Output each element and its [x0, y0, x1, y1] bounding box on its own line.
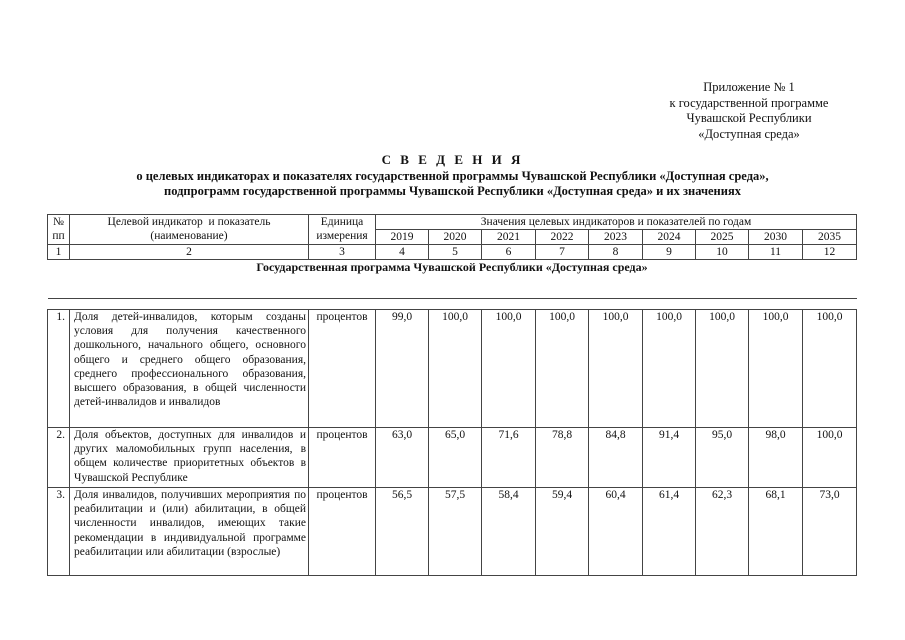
header-num-line-2: пп [52, 230, 65, 242]
row-value: 91,4 [643, 428, 696, 488]
column-number: 11 [749, 245, 803, 260]
row-value: 95,0 [696, 428, 749, 488]
header-year: 2021 [482, 230, 536, 245]
document-subtitle [0, 169, 905, 199]
column-number: 8 [589, 245, 643, 260]
column-number: 9 [643, 245, 696, 260]
column-number: 6 [482, 245, 536, 260]
row-value: 100,0 [643, 310, 696, 428]
header-year: 2020 [429, 230, 482, 245]
row-value: 60,4 [589, 488, 643, 576]
column-number: 12 [803, 245, 857, 260]
spacer-row [48, 299, 857, 310]
row-value: 58,4 [482, 488, 536, 576]
column-number: 5 [429, 245, 482, 260]
table-row [48, 488, 857, 576]
header-row-1 [48, 215, 857, 230]
header-indicator-line-2: (наименование) [150, 230, 228, 242]
header-year: 2030 [749, 230, 803, 245]
table-row [48, 428, 857, 488]
header-unit [309, 215, 376, 245]
row-value: 71,6 [482, 428, 536, 488]
annex-line-1: Приложение № 1 [703, 80, 795, 94]
column-numbers-row [48, 245, 857, 260]
row-value: 63,0 [376, 428, 429, 488]
header-indicator-line-1: Целевой индикатор и показатель [107, 216, 271, 228]
subtitle-line-1: о целевых индикаторах и показателях государственной программы Чувашской Республики «Доступная среда», [136, 169, 769, 183]
row-value: 100,0 [803, 428, 857, 488]
row-value: 98,0 [749, 428, 803, 488]
row-unit: процентов [309, 488, 376, 576]
row-value: 59,4 [536, 488, 589, 576]
header-values-group: Значения целевых индикаторов и показателей по годам [376, 215, 857, 230]
annex-block [620, 80, 878, 142]
row-value: 100,0 [536, 310, 589, 428]
header-num-line-1: № [53, 216, 64, 228]
header-year: 2022 [536, 230, 589, 245]
row-value: 65,0 [429, 428, 482, 488]
row-value: 73,0 [803, 488, 857, 576]
row-value: 100,0 [803, 310, 857, 428]
row-value: 78,8 [536, 428, 589, 488]
header-year: 2019 [376, 230, 429, 245]
row-value: 100,0 [749, 310, 803, 428]
row-value: 68,1 [749, 488, 803, 576]
header-year: 2035 [803, 230, 857, 245]
row-value: 100,0 [429, 310, 482, 428]
spacer-cell [48, 299, 857, 310]
row-number: 1. [48, 310, 70, 428]
annex-line-4: «Доступная среда» [698, 126, 800, 141]
column-number: 4 [376, 245, 429, 260]
header-unit-line-2: измерения [316, 230, 368, 242]
annex-line-2: к государственной программе [669, 95, 829, 110]
column-number: 7 [536, 245, 589, 260]
row-value: 57,5 [429, 488, 482, 576]
row-unit: процентов [309, 310, 376, 428]
row-value: 100,0 [589, 310, 643, 428]
row-value: 100,0 [696, 310, 749, 428]
header-unit-line-1: Единица [320, 216, 364, 228]
row-number: 3. [48, 488, 70, 576]
table-row [48, 310, 857, 428]
column-number: 3 [309, 245, 376, 260]
row-value: 61,4 [643, 488, 696, 576]
row-indicator: Доля детей-инвалидов, которым созданы условия для получения качественного дошкольного, начального общего, основного общего и среднего общего образования, среднего профессионального образования, высшего образования, в общей численности детей-инвалидов и инвалидов [70, 310, 309, 428]
header-year: 2023 [589, 230, 643, 245]
column-number: 2 [70, 245, 309, 260]
section-row [48, 260, 857, 299]
row-value: 56,5 [376, 488, 429, 576]
document-title: С В Е Д Е Н И Я [381, 152, 524, 167]
row-number: 2. [48, 428, 70, 488]
header-year: 2024 [643, 230, 696, 245]
row-value: 62,3 [696, 488, 749, 576]
header-year: 2025 [696, 230, 749, 245]
row-indicator: Доля инвалидов, получивших мероприятия по реабилитации и (или) абилитации, в общей численности инвалидов, имеющих такие рекомендации в индивидуальной программе реабилитации или абилитации (взрослые) [70, 488, 309, 576]
row-value: 99,0 [376, 310, 429, 428]
annex-line-3: Чувашской Республики [686, 111, 812, 125]
header-indicator [70, 215, 309, 245]
column-number: 10 [696, 245, 749, 260]
row-unit: процентов [309, 428, 376, 488]
row-value: 100,0 [482, 310, 536, 428]
column-number: 1 [48, 245, 70, 260]
row-value: 84,8 [589, 428, 643, 488]
row-indicator: Доля объектов, доступных для инвалидов и других маломобильных групп населения, в общем количестве приоритетных объектов в Чувашской Республике [70, 428, 309, 488]
indicators-table [47, 214, 857, 576]
header-num [48, 215, 70, 245]
subtitle-line-2: подпрограмм государственной программы Чувашской Республики «Доступная среда» и их значениях [164, 184, 741, 198]
section-title: Государственная программа Чувашской Республики «Доступная среда» [48, 260, 857, 299]
